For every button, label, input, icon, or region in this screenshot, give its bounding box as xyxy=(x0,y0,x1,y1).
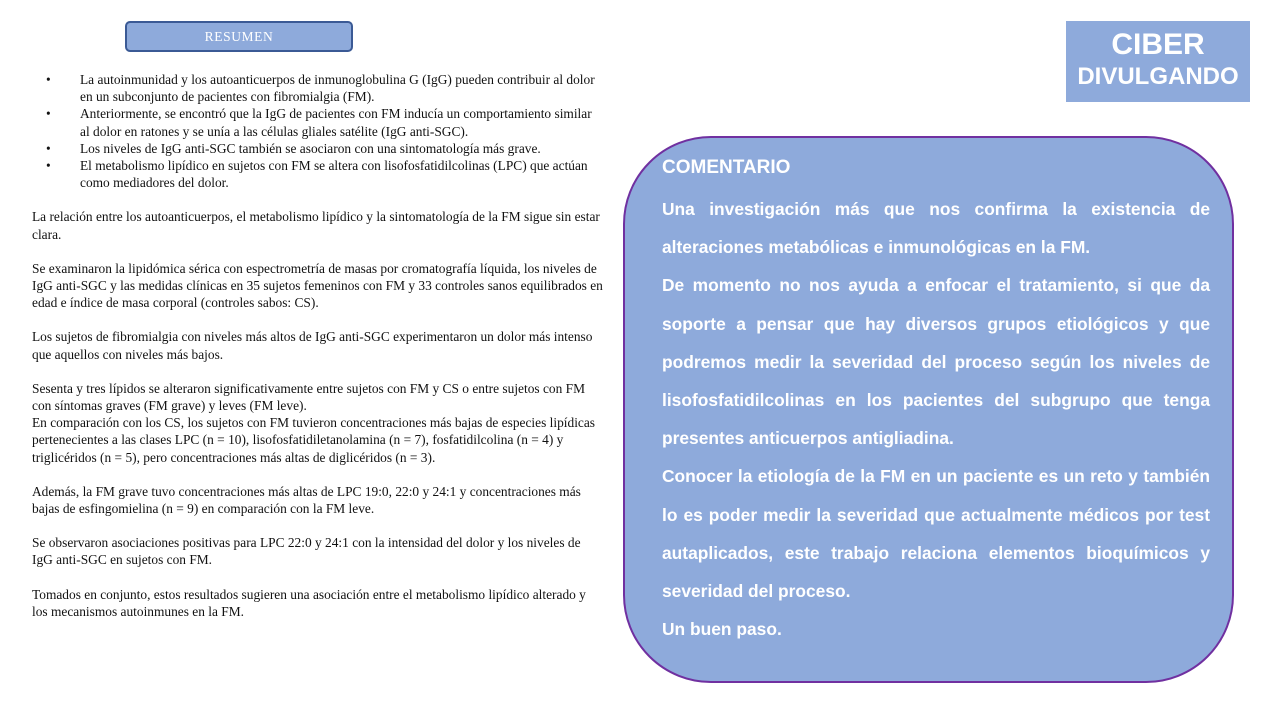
bullet-dot-icon: • xyxy=(46,158,51,174)
comment-paragraph: De momento no nos ayuda a enfocar el tratamiento, si que da soporte a pensar que hay diversos grupos etiológicos y que podremos medir la severidad del proceso según los niveles de lisofosfatidilcolinas en los pacientes del subgrupo que tenga presentes anticuerpos antigliadina. xyxy=(662,275,1210,449)
ciber-divulgando-logo xyxy=(1066,21,1250,102)
bullet-item xyxy=(32,105,604,139)
resumen-header xyxy=(125,21,353,52)
summary-paragraph: Sesenta y tres lípidos se alteraron significativamente entre sujetos con FM y CS o entre sujetos con FM con síntomas graves (FM grave) y leves (FM leve). xyxy=(32,380,586,414)
summary-paragraph: Los sujetos de fibromialgia con niveles más altos de IgG anti-SGC experimentaron un dolor más intenso que aquellos con niveles más bajos. xyxy=(32,329,593,362)
comment-paragraph: Un buen paso. xyxy=(662,619,782,640)
bullet-item xyxy=(32,71,604,105)
summary-paragraph: Además, la FM grave tuvo concentraciones más altas de LPC 19:0, 22:0 y 24:1 y concentraciones más bajas de esfingomielina (n = 9) en comparación con la FM leve. xyxy=(32,483,581,517)
bullet-dot-icon: • xyxy=(46,106,51,122)
logo-line-1: CIBER xyxy=(1111,28,1205,61)
bullet-item xyxy=(32,140,604,157)
comment-box xyxy=(623,136,1234,683)
summary-paragraph: En comparación con los CS, los sujetos con FM tuvieron concentraciones más bajas de especies lipídicas pertenecientes a las clases LPC (n = 10), lisofosfatidiletanolamina (n = 7), fosfatidilcolina (n = 4) y triglicéridos (n = 5), pero concentraciones más altas de diglicéridos (n = 3). xyxy=(32,415,596,465)
summary-bullet-list xyxy=(32,71,604,191)
bullet-text: Anteriormente, se encontró que la IgG de pacientes con FM inducía un comportamiento similar al dolor en ratones y se unía a las células gliales satélite (IgG anti-SGC). xyxy=(80,106,592,139)
summary-paragraph: Tomados en conjunto, estos resultados sugieren una asociación entre el metabolismo lipídico alterado y los mecanismos autoinmunes en la FM. xyxy=(32,586,586,619)
comment-paragraph: Conocer la etiología de la FM en un paciente es un reto y también lo es poder medir la severidad que actualmente médicos por test autaplicados, este trabajo relaciona elementos bioquímicos y severidad del proceso. xyxy=(662,466,1210,602)
bullet-item xyxy=(32,157,604,191)
summary-paragraph: Se observaron asociaciones positivas para LPC 22:0 y 24:1 con la intensidad del dolor y los niveles de IgG anti-SGC en sujetos con FM. xyxy=(32,535,581,568)
comment-paragraph: Una investigación más que nos confirma la existencia de alteraciones metabólicas e inmunológicas en la FM. xyxy=(662,199,1210,258)
comment-body xyxy=(662,190,1210,648)
resumen-label: RESUMEN xyxy=(204,28,274,44)
summary-paragraph: Se examinaron la lipidómica sérica con espectrometría de masas por cromatografía líquida, los niveles de IgG anti-SGC y las medidas clínicas en 35 sujetos femeninos con FM y 33 controles sanos equilibrados en edad e índice de masa corporal (controles sabos: CS). xyxy=(32,260,603,311)
summary-column xyxy=(32,71,604,620)
bullet-text: Los niveles de IgG anti-SGC también se asociaron con una sintomatología más grave. xyxy=(80,140,541,156)
bullet-dot-icon: • xyxy=(46,140,51,156)
bullet-dot-icon: • xyxy=(46,72,51,87)
logo-line-2: DIVULGANDO xyxy=(1077,63,1239,90)
bullet-text: La autoinmunidad y los autoanticuerpos de inmunoglobulina G (IgG) pueden contribuir al dolor en un subconjunto de pacientes con fibromialgia (FM). xyxy=(80,72,595,105)
bullet-text: El metabolismo lipídico en sujetos con FM se altera con lisofosfatidilcolinas (LPC) que actúan como mediadores del dolor. xyxy=(80,158,588,191)
comment-title: COMENTARIO xyxy=(662,157,791,178)
summary-paragraph: La relación entre los autoanticuerpos, el metabolismo lipídico y la sintomatología de la FM sigue sin estar clara. xyxy=(32,209,600,242)
